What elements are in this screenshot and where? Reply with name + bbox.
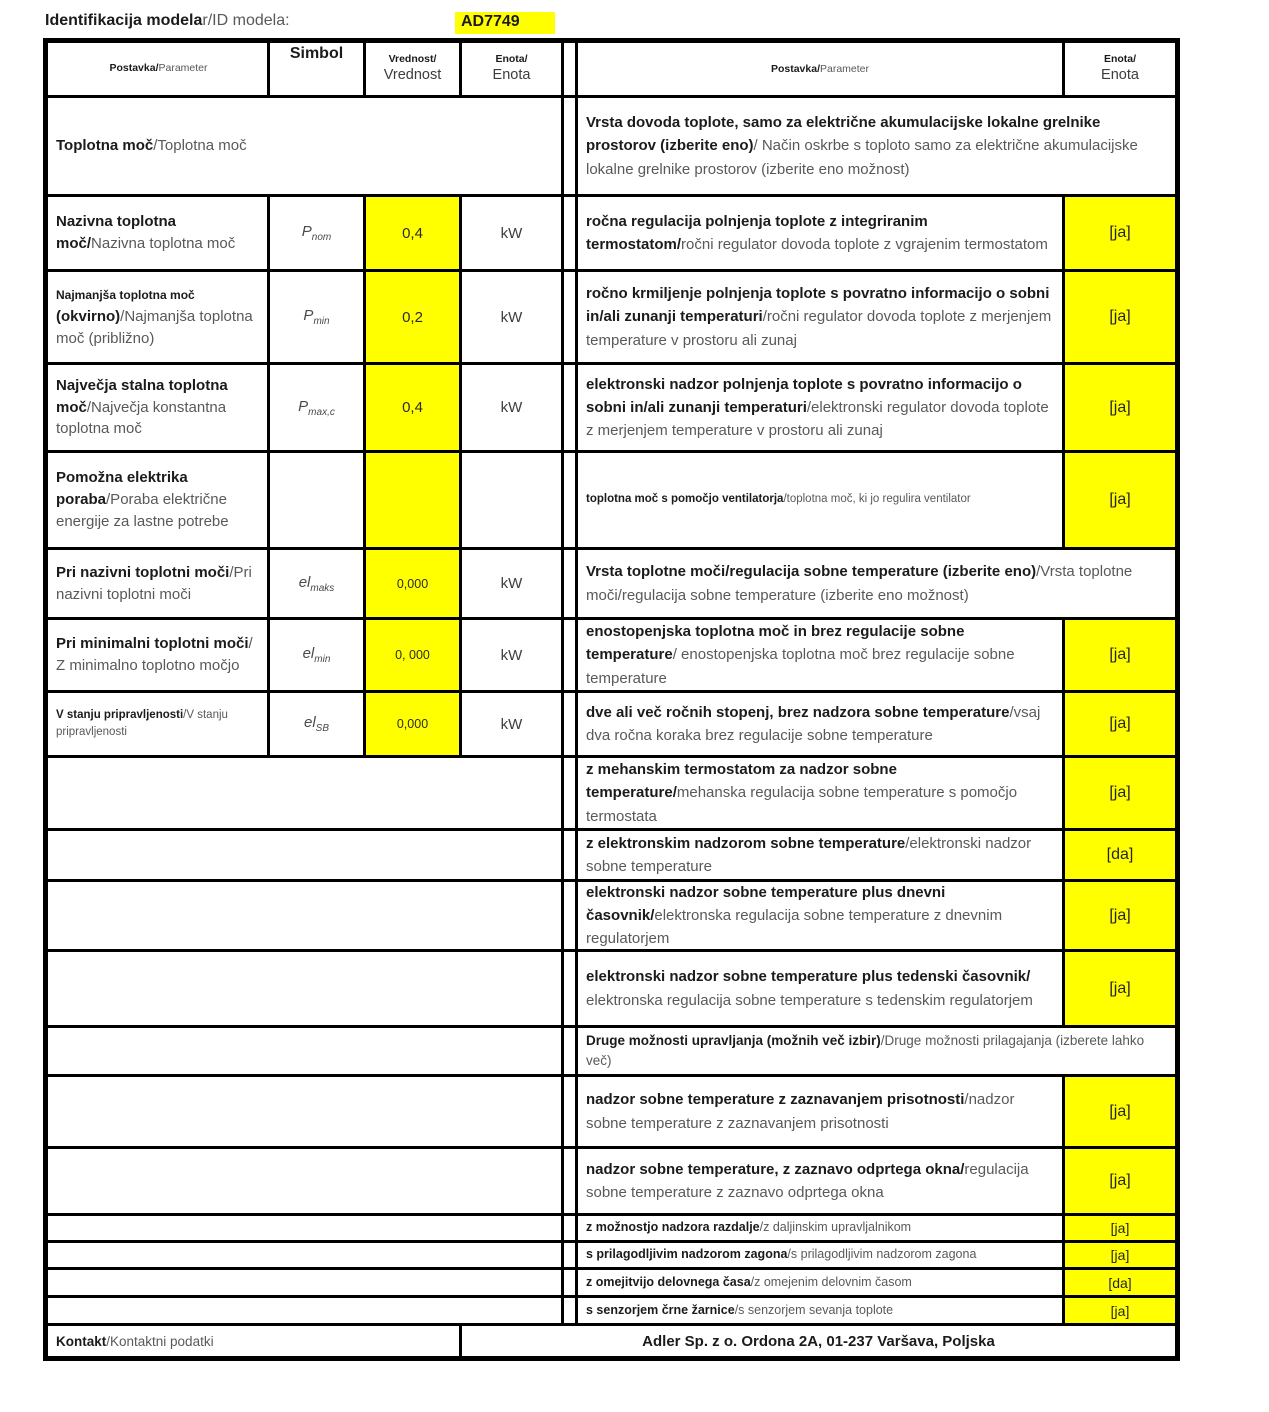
parameter-cell: [48, 272, 267, 362]
table-row: [48, 365, 1175, 450]
description-bold: ročno krmiljenje polnjenja toplote s povratno informacijo o sobni in/ali zunanji temperaturi: [586, 285, 1050, 326]
unit-cell: [462, 550, 561, 617]
description-text: [586, 373, 1054, 443]
description-cell: [578, 1216, 1062, 1240]
table-row: [48, 197, 1175, 269]
description-rest: mehanska regulacija sobne temperature s pomočjo termostata: [586, 784, 1018, 825]
description-text: [586, 282, 1054, 352]
table-row: [48, 1077, 1175, 1146]
table-row: [48, 1298, 1175, 1323]
spacer-cell: [564, 1216, 575, 1240]
spacer-cell: [564, 1270, 575, 1295]
description-cell: [578, 365, 1062, 450]
description-cell: [578, 620, 1062, 690]
answer-text: [da]: [1108, 1274, 1132, 1291]
value-cell: [366, 272, 459, 362]
parameter-bold: Pri minimalni toplotni moči: [56, 635, 249, 653]
symbol-main: el: [298, 573, 311, 591]
description-cell: [578, 952, 1062, 1025]
description-bold: Vrsta dovoda toplote, samo za električne akumulacijske lokalne grelnike prostorov (izberite eno): [586, 114, 1101, 155]
description-rest: /z omejenim delovnim časom: [750, 1274, 912, 1289]
value-cell: [366, 550, 459, 617]
answer-text: [ja]: [1109, 224, 1131, 241]
description-cell: [578, 693, 1062, 755]
value-text: 0,000: [396, 576, 429, 591]
description-text: [586, 701, 1054, 748]
description-text: [586, 620, 1054, 690]
description-bold: elektronski nadzor polnjenja toplote s povratno informacijo o sobni in/ali zunanji temperaturi: [586, 375, 1022, 416]
empty-cell: [48, 1149, 561, 1213]
symbol-cell: [270, 197, 363, 269]
parameter-cell: [48, 693, 267, 755]
answer-cell: [1065, 1149, 1175, 1213]
parameter-cell: [48, 98, 561, 194]
table-row: [48, 758, 1175, 828]
parameter-cell: [48, 550, 267, 617]
doc-title-bold: Identifikacija modela: [45, 12, 203, 29]
parameter-rest: Nazivna toplotna moč: [91, 235, 236, 252]
parameter-rest: /Toplotna moč: [153, 136, 247, 154]
answer-cell: [1065, 758, 1175, 828]
description-rest: regulacija sobne temperature z zaznavo odprtega okna: [586, 1160, 1029, 1201]
contact-address: Adler Sp. z o. Ordona 2A, 01-237 Varšava, Poljska: [462, 1326, 1175, 1356]
parameter-rest: /Najmanjša toplotna moč (približno): [56, 308, 253, 347]
description-bold: Druge možnosti upravljanja (možnih več izbir): [586, 1032, 881, 1048]
parameter-cell: [48, 365, 267, 450]
parameter-text: [56, 135, 555, 158]
value-cell: [366, 693, 459, 755]
description-text: [586, 210, 1054, 257]
parameter-text: [56, 375, 261, 440]
description-bold: z mehanskim termostatom za nadzor sobne temperature/: [586, 761, 897, 802]
answer-cell: [1065, 831, 1175, 879]
answer-cell: [1065, 272, 1175, 362]
spacer-cell: [564, 1077, 575, 1146]
description-text: [586, 1158, 1054, 1205]
symbol-subscript: min: [314, 654, 331, 665]
value-text: 0, 000: [395, 648, 430, 662]
parameter-rest: /V stanju pripravljenosti: [56, 708, 228, 738]
symbol-text: [302, 223, 331, 243]
parameter-bold: Pri nazivni toplotni moči: [56, 563, 230, 581]
description-bold: z možnostjo nadzora razdalje: [586, 1220, 760, 1235]
spacer-cell: [564, 1028, 575, 1074]
spacer-cell: [564, 1243, 575, 1267]
unit-cell: [462, 365, 561, 450]
description-rest: /nadzor sobne temperature z zaznavanjem prisotnosti: [586, 1091, 1015, 1132]
symbol-subscript: nom: [311, 232, 332, 243]
description-cell: [578, 98, 1175, 194]
model-id-value: AD7749: [455, 12, 555, 34]
answer-text: [ja]: [1109, 784, 1131, 801]
parameter-pre: Najmanjša toplotna moč: [56, 288, 195, 303]
unit-text: kW: [500, 575, 523, 592]
empty-cell: [48, 1243, 561, 1267]
answer-cell: [1065, 620, 1175, 690]
answer-cell: [1065, 693, 1175, 755]
parameter-bold: Pomožna elektrika poraba: [56, 469, 188, 509]
value-cell: [366, 365, 459, 450]
description-rest: elektronska regulacija sobne temperature z dnevnim regulatorjem: [586, 906, 1003, 948]
description-text: [586, 758, 1054, 828]
parameter-bold: V stanju pripravljenosti: [56, 708, 184, 721]
value-cell: [366, 620, 459, 690]
description-cell: [578, 1298, 1062, 1323]
unit-text: kW: [500, 715, 523, 733]
description-cell: [578, 831, 1062, 879]
parameter-bold: Nazivna toplotna moč/: [56, 213, 177, 252]
table-row: [48, 620, 1175, 690]
contact-row: [48, 1326, 1175, 1356]
description-rest: / enostopenjska toplotna moč brez regulacije sobne temperature: [586, 646, 1015, 687]
table-row: [48, 453, 1175, 547]
description-text: [586, 111, 1167, 181]
value-text: 0,2: [402, 308, 423, 326]
description-text: [586, 1031, 1167, 1072]
parameter-cell: [48, 453, 267, 547]
description-rest: elektronska regulacija sobne temperature s tedenskim regulatorjem: [586, 991, 1033, 1009]
description-bold: toplotna moč s pomočjo ventilatorja: [586, 493, 784, 506]
parameter-rest: /Največja konstantna toplotna moč: [56, 398, 227, 438]
description-bold: nadzor sobne temperature, z zaznavo odprtega okna/: [586, 1160, 965, 1178]
answer-text: [ja]: [1109, 1102, 1131, 1120]
answer-text: [da]: [1106, 846, 1134, 863]
description-bold: z elektronskim nadzorom sobne temperature: [586, 834, 906, 852]
symbol-main: el: [302, 645, 315, 662]
symbol-cell: [270, 272, 363, 362]
table-row: [48, 1216, 1175, 1240]
spacer-cell: [564, 197, 575, 269]
spacer-cell: [564, 1298, 575, 1323]
doc-title: [45, 12, 455, 30]
description-bold: Vrsta toplotne moči/regulacija sobne temperature (izberite eno): [586, 563, 1037, 581]
description-rest: /elektronski nadzor sobne temperature: [586, 834, 1032, 875]
description-bold: dve ali več ročnih stopenj, brez nadzora sobne temperature: [586, 703, 1010, 721]
description-cell: [578, 550, 1175, 617]
symbol-text: [299, 574, 335, 594]
parameter-text: [56, 284, 261, 349]
table-row: [48, 98, 1175, 194]
contact-label: Kontakt /Kontaktni podatki: [48, 1326, 459, 1356]
parameter-bold: Največja stalna toplotna moč: [56, 376, 228, 416]
empty-cell: [48, 1028, 561, 1074]
parameter-text: [56, 562, 261, 606]
description-rest: /vsaj dva ročna koraka brez regulacije sobne temperature: [586, 703, 1041, 744]
description-bold: elektronski nadzor sobne temperature plus tedenski časovnik/: [586, 968, 1031, 986]
description-rest: /ročni regulator dovoda toplote z merjenjem temperature v prostoru ali zunaj: [586, 308, 1052, 349]
table-header-row: [48, 43, 1175, 95]
parameter-bold: (okvirno): [56, 308, 121, 326]
answer-text: [ja]: [1109, 491, 1131, 508]
description-cell: [578, 272, 1062, 362]
symbol-subscript: min: [313, 316, 330, 327]
answer-text: [ja]: [1110, 1302, 1130, 1319]
description-cell: [578, 197, 1062, 269]
description-rest: / Način oskrbe s toploto samo za električne akumulacijske lokalne grelnike prostorov (izberite eno možnost): [586, 137, 1138, 178]
description-text: [586, 1275, 1054, 1291]
answer-text: [ja]: [1109, 308, 1131, 325]
document-title-row: [45, 12, 1182, 34]
unit-cell: [462, 272, 561, 362]
header-parameter: Parameter: [158, 62, 208, 75]
symbol-text: [303, 307, 329, 327]
product-fiche-page: [0, 12, 1269, 1412]
description-bold: ročna regulacija polnjenja toplote z integriranim termostatom/: [586, 212, 928, 253]
description-rest: /toplotna moč, ki jo regulira ventilator: [783, 493, 971, 506]
description-rest: /elektronski regulator dovoda toplote z merjenjem temperature v prostoru ali zunaj: [586, 398, 1049, 440]
description-text: [586, 832, 1054, 879]
spacer-cell: [564, 550, 575, 617]
description-cell: [578, 1243, 1062, 1267]
symbol-text: [298, 398, 335, 418]
value-text: 0,4: [402, 399, 423, 416]
symbol-cell: [270, 550, 363, 617]
spacer-cell: [564, 1149, 575, 1213]
symbol-cell: [270, 693, 363, 755]
answer-cell: [1065, 197, 1175, 269]
description-text: [586, 1220, 1054, 1236]
spacer-cell: [564, 453, 575, 547]
empty-cell: [48, 882, 561, 949]
description-bold: enostopenjska toplotna moč in brez regulacije sobne temperature: [586, 623, 965, 664]
spacer-cell: [564, 952, 575, 1025]
description-bold: s senzorjem črne žarnice: [586, 1302, 735, 1317]
symbol-cell: [270, 620, 363, 690]
symbol-subscript: maks: [310, 582, 335, 594]
spacer-cell: [564, 882, 575, 949]
answer-cell: [1065, 1298, 1175, 1323]
answer-cell: [1065, 1270, 1175, 1295]
spacer-cell: [564, 43, 575, 95]
description-rest: /s prilagodljivim nadzorom zagona: [787, 1247, 977, 1262]
symbol-subscript: max,c: [308, 406, 335, 418]
empty-cell: [48, 1216, 561, 1240]
unit-cell: [462, 693, 561, 755]
answer-text: [ja]: [1109, 646, 1131, 663]
table-row: [48, 550, 1175, 617]
table-row: [48, 1149, 1175, 1213]
description-text: [586, 882, 1054, 949]
description-cell: [578, 1077, 1062, 1146]
table-row: [48, 1243, 1175, 1267]
description-bold: s prilagodljivim nadzorom zagona: [586, 1247, 788, 1262]
unit-text: kW: [500, 308, 523, 326]
empty-cell: [48, 831, 561, 879]
parameter-cell: [48, 197, 267, 269]
symbol-main: P: [298, 397, 309, 415]
parameters-table: [43, 38, 1180, 1361]
unit-cell: [462, 197, 561, 269]
description-text: [586, 491, 1054, 508]
empty-cell: [48, 952, 561, 1025]
symbol-main: P: [303, 307, 314, 324]
table-row: [48, 1028, 1175, 1074]
symbol-main: el: [303, 714, 316, 731]
answer-cell: [1065, 1077, 1175, 1146]
description-bold: nadzor sobne temperature z zaznavanjem prisotnosti: [586, 1091, 965, 1109]
spacer-cell: [564, 831, 575, 879]
unit-text: kW: [500, 646, 523, 664]
answer-cell: [1065, 1243, 1175, 1267]
header-enota-left: Enota/ Enota: [462, 43, 561, 95]
description-cell: [578, 453, 1062, 547]
empty-cell: [48, 1270, 561, 1295]
parameter-bold: Toplotna moč: [56, 136, 154, 154]
header-enota-right: Enota/ Enota: [1065, 43, 1175, 95]
parameter-text: [56, 211, 261, 255]
answer-text: [ja]: [1109, 1172, 1131, 1189]
description-text: [586, 560, 1167, 607]
parameter-text: [56, 467, 261, 532]
description-bold: elektronski nadzor sobne temperature plus dnevni časovnik/: [586, 883, 946, 924]
description-cell: [578, 1149, 1062, 1213]
value-cell: [366, 197, 459, 269]
parameter-cell: [48, 620, 267, 690]
header-postavka-bold: Postavka/: [109, 62, 159, 75]
spacer-cell: [564, 98, 575, 194]
description-cell: [578, 1028, 1175, 1074]
parameter-rest: /Pri nazivni toplotni moči: [56, 563, 252, 603]
header-postavka-right: Postavka/Parameter: [578, 43, 1062, 95]
symbol-cell: [270, 365, 363, 450]
answer-cell: [1065, 1216, 1175, 1240]
description-rest: /Vrsta toplotne moči/regulacija sobne temperature (izberite eno možnost): [586, 563, 1133, 604]
empty-cell: [48, 758, 561, 828]
answer-text: [ja]: [1109, 715, 1131, 732]
symbol-main: P: [301, 223, 312, 240]
spacer-cell: [564, 365, 575, 450]
spacer-cell: [564, 758, 575, 828]
spacer-cell: [564, 272, 575, 362]
unit-text: kW: [500, 399, 523, 416]
description-rest: /z daljinskim upravljalnikom: [759, 1220, 912, 1235]
parameter-rest: /Poraba električne energije za lastne potrebe: [56, 491, 229, 530]
description-rest: ročni regulator dovoda toplote z vgrajenim termostatom: [681, 236, 1048, 253]
header-vrednost: Vrednost/ Vrednost: [366, 43, 459, 95]
value-text: 0,000: [396, 717, 429, 731]
answer-text: [ja]: [1109, 979, 1131, 997]
description-rest: /s senzorjem sevanja toplote: [734, 1302, 894, 1317]
table-row: [48, 693, 1175, 755]
description-cell: [578, 882, 1062, 949]
answer-text: [ja]: [1109, 398, 1131, 416]
table-row: [48, 831, 1175, 879]
description-text: [586, 1247, 1054, 1263]
value-cell: [366, 453, 459, 547]
symbol-text: [304, 714, 329, 734]
description-rest: /Druge možnosti prilagajanja (izberete lahko več): [586, 1032, 1145, 1068]
table-row: [48, 952, 1175, 1025]
header-simbol: Simbol: [270, 43, 363, 95]
description-text: [586, 965, 1054, 1012]
table-row: [48, 882, 1175, 949]
table-row: [48, 1270, 1175, 1295]
symbol-cell: [270, 453, 363, 547]
parameter-rest: / Z minimalno toplotno močjo: [56, 635, 253, 674]
answer-text: [ja]: [1110, 1247, 1130, 1263]
description-bold: z omejitvijo delovnega časa: [586, 1274, 751, 1289]
answer-cell: [1065, 882, 1175, 949]
parameter-text: [56, 633, 261, 677]
answer-cell: [1065, 453, 1175, 547]
answer-cell: [1065, 365, 1175, 450]
description-text: [586, 1088, 1054, 1135]
symbol-text: [303, 645, 331, 665]
empty-cell: [48, 1298, 561, 1323]
spacer-cell: [564, 620, 575, 690]
parameter-text: [56, 707, 261, 742]
doc-title-rest: r/ID modela:: [202, 12, 290, 29]
answer-text: [ja]: [1109, 906, 1131, 924]
spacer-cell: [564, 693, 575, 755]
unit-text: kW: [500, 224, 523, 242]
description-cell: [578, 1270, 1062, 1295]
value-text: 0,4: [402, 224, 423, 242]
answer-text: [ja]: [1110, 1220, 1130, 1236]
description-cell: [578, 758, 1062, 828]
unit-cell: [462, 620, 561, 690]
answer-cell: [1065, 952, 1175, 1025]
description-text: [586, 1303, 1054, 1319]
empty-cell: [48, 1077, 561, 1146]
symbol-subscript: SB: [315, 723, 330, 734]
header-postavka-left: [48, 43, 267, 95]
table-row: [48, 272, 1175, 362]
unit-cell: [462, 453, 561, 547]
